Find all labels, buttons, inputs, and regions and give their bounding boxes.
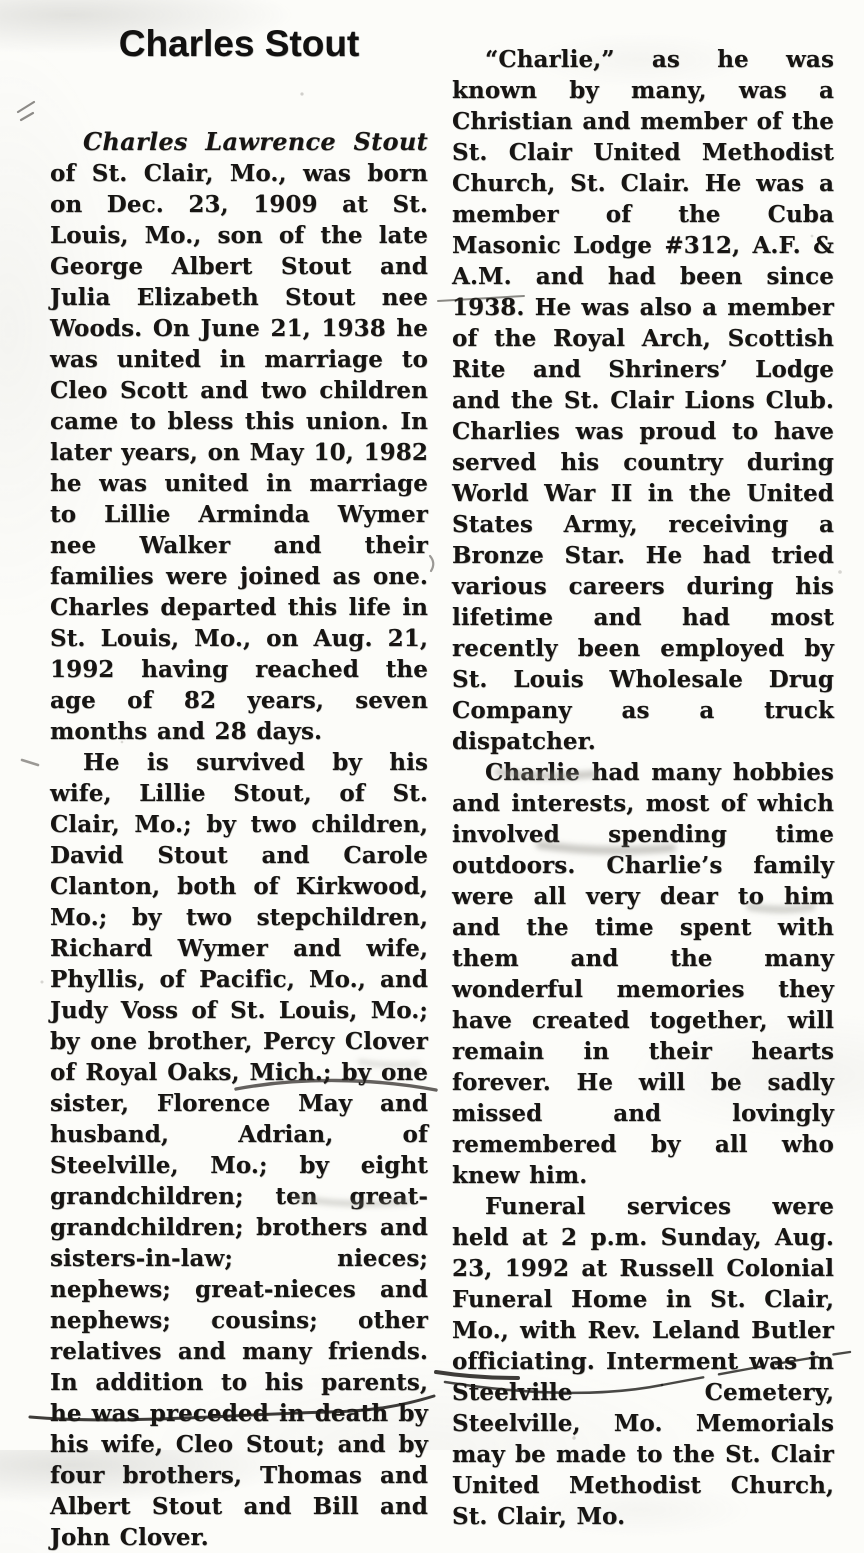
paragraph-hobbies: Charlie had many hobbies and interests, most of which involved spending time outdoors. Charlie’s family were all very dear to him and the time spent with them and the many wonderful memories they have created together, will remain in their hearts forever. He will be sadly missed and lovingly remembered by all who knew him. [452,759,834,1189]
paragraph-funeral-services: Funeral services were held at 2 p.m. Sunday, Aug. 23, 1992 at Russell Colonial Funeral Home in St. Clair, Mo., with Rev. Leland Butler officiating. Interment was in Steelville Cemetery, Steelville, Mo. Memorials may be made to the St. Clair United Methodist Church, St. Clair, Mo. [452,1193,834,1530]
paragraph-memberships: “Charlie,” as he was known by many, was a Christian and member of the St. Clair United Methodist Church, St. Clair. He was a member of the Cuba Masonic Lodge #312, A.F. & A.M. and had been since 1938. He was also a member of the Royal Arch, Scottish Rite and Shriners’ Lodge and the St. Clair Lions Club. Charlies was proud to have served his country during World War II in the United States Army, receiving a Bronze Star. He had tried various careers during his lifetime and had most recently been employed by St. Louis Wholesale Drug Company as a truck dispatcher. [452,46,834,755]
paragraph-survivors: He is survived by his wife, Lillie Stout, of St. Clair, Mo.; by two children, David Stout and Carole Clanton, both of Kirkwood, Mo.; by two stepchildren, Richard Wymer and wife, Phyllis, of Pacific, Mo., and Judy Voss of St. Louis, Mo.; by one brother, Percy Clover of Royal Oaks, Mich.; by one sister, Florence May and husband, Adrian, of Steelville, Mo.; by eight grandchildren; ten great-grandchildren; brothers and sisters-in-law; nieces; nephews; great-nieces and nephews; cousins; other relatives and many friends. In addition to his parents, he was preceded in death by his wife, Cleo Stout; and by four brothers, Thomas and Albert Stout and Bill and John Clover. [50,749,428,1551]
left-column-text [50,126,428,1553]
pen-dash-left-margin [22,760,38,765]
left-column [50,24,428,1553]
paragraph-biography [50,126,428,747]
deceased-full-name: Charles Lawrence Stout [83,127,428,156]
biography-text: of St. Clair, Mo., was born on Dec. 23, 1909 at St. Louis, Mo., son of the late George Albert Stout and Julia Elizabeth Stout nee Woods. On June 21, 1938 he was united in marriage to Cleo Scott and two children came to bless this union. In later years, on May 10, 1982 he was united in marriage to Lillie Arminda Wymer nee Walker and their families were joined as one. Charles departed this life in St. Louis, Mo., on Aug. 21, 1992 having reached the age of 82 years, seven months and 28 days. [50,160,428,745]
pen-scribble-top-left [18,102,34,120]
obituary-headline: Charles Stout [118,23,360,64]
right-column [452,44,834,1532]
pen-mark-gutter [430,556,433,571]
